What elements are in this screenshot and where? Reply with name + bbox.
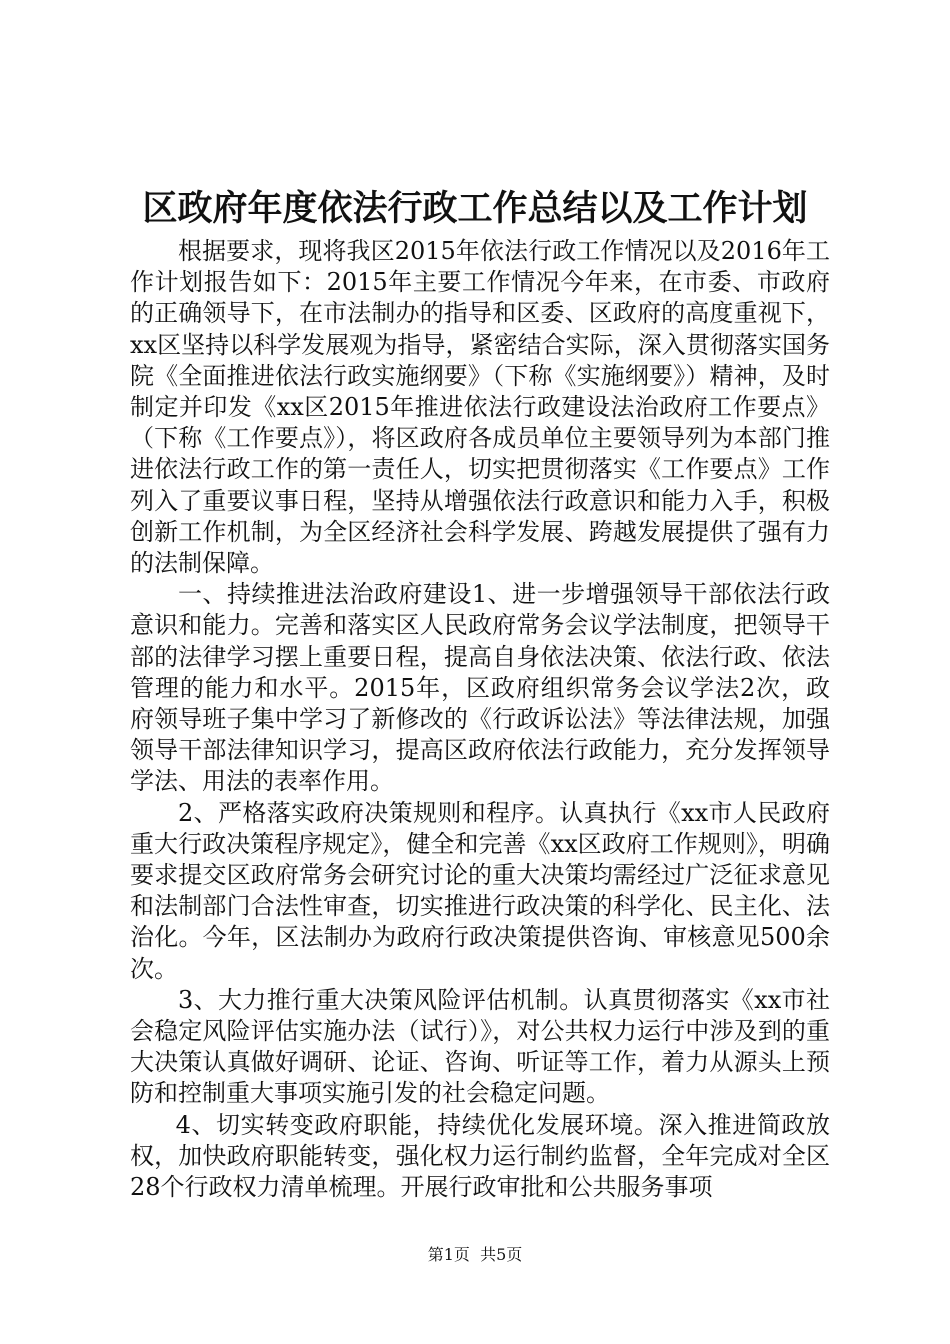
paragraph-section-1: 一、持续推进法治政府建设1、进一步增强领导干部依法行政意识和能力。完善和落实区人民政府常务会议学法制度，把领导干部的法律学习摆上重要日程，提高自身依法决策、依法行政、依法管理的能力和水平。2015年，区政府组织常务会议学法2次，政府领导班子集中学习了新修改的《行政诉讼法》等法律法规，加强领导干部法律知识学习，提高区政府依法行政能力，充分发挥领导学法、用法的表率作用。 (130, 580, 830, 796)
paragraph-item-2: 2、严格落实政府决策规则和程序。认真执行《xx市人民政府重大行政决策程序规定》，健全和完善《xx区政府工作规则》，明确要求提交区政府常务会研究讨论的重大决策均需经过广泛征求意见和法制部门合法性审查，切实推进行政决策的科学化、民主化、法治化。今年，区法制办为政府行政决策提供咨询、审核意见500余次。 (130, 798, 830, 983)
paragraph-intro: 根据要求，现将我区2015年依法行政工作情况以及2016年工作计划报告如下：2015年主要工作情况今年来，在市委、市政府的正确领导下，在市法制办的指导和区委、区政府的高度重视下，xx区坚持以科学发展观为指导，紧密结合实际，深入贯彻落实国务院《全面推进依法行政实施纲要》（下称《实施纲要》）精神，及时制定并印发《xx区2015年推进依法行政建设法治政府工作要点》（下称《工作要点》），将区政府各成员单位主要领导列为本部门推进依法行政工作的第一责任人，切实把贯彻落实《工作要点》工作列入了重要议事日程，坚持从增强依法行政意识和能力入手，积极创新工作机制，为全区经济社会科学发展、跨越发展提供了强有力的法制保障。 (130, 237, 830, 578)
document-title: 区政府年度依法行政工作总结以及工作计划 (142, 188, 808, 229)
document-body (130, 236, 830, 1203)
paragraph-item-3: 3、大力推行重大决策风险评估机制。认真贯彻落实《xx市社会稳定风险评估实施办法（试行）》，对公共权力运行中涉及到的重大决策认真做好调研、论证、咨询、听证等工作，着力从源头上预防和控制重大事项实施引发的社会稳定问题。 (130, 985, 830, 1108)
page-number-footer: 第1页 共5页 (427, 1245, 523, 1264)
paragraph-item-4: 4、切实转变政府职能，持续优化发展环境。深入推进简政放权，加快政府职能转变，强化权力运行制约监督，全年完成对全区28个行政权力清单梳理。开展行政审批和公共服务事项 (130, 1110, 830, 1202)
